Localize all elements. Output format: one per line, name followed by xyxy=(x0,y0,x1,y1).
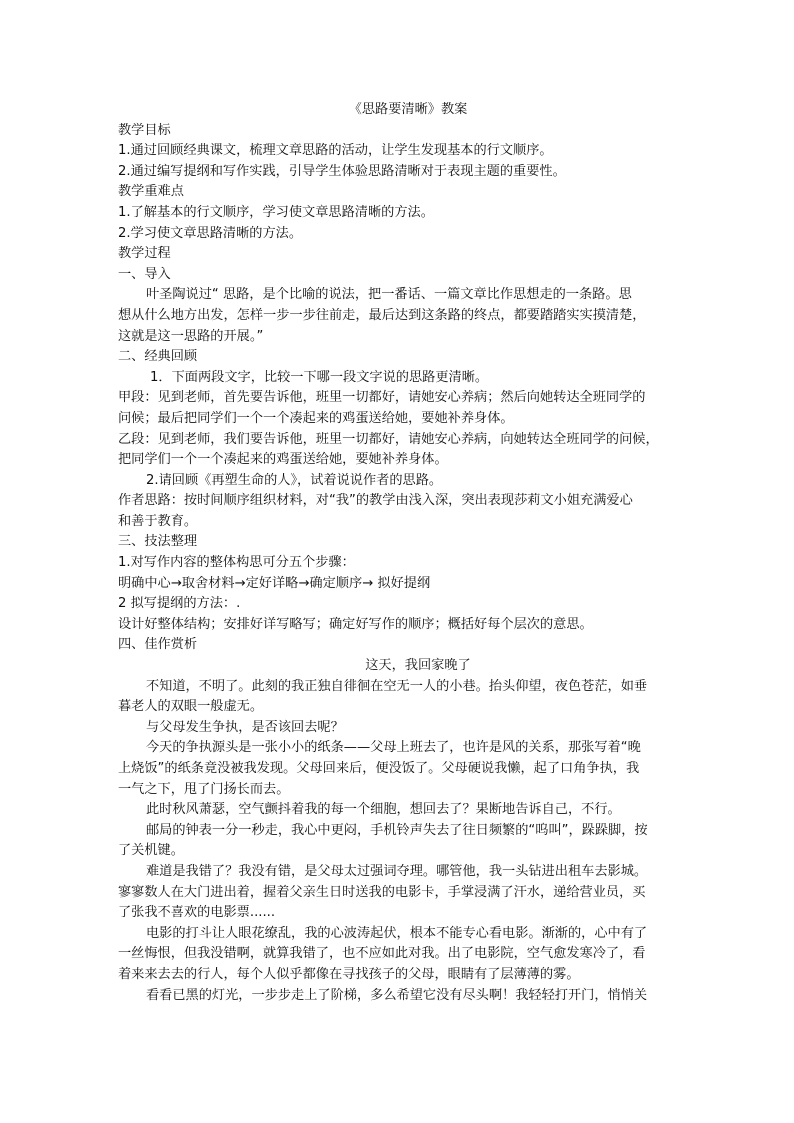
document-title: 《思路要清晰》教案 xyxy=(348,102,468,117)
essay-line: 与父母发生争执，是否该回去呢？ xyxy=(146,719,344,735)
key-point-item: 1.了解基本的行文顺序，学习使文章思路清晰的方法。 xyxy=(118,204,434,220)
goal-item: 1.通过回顾经典课文，梳理文章思路的活动，让学生发现基本的行文顺序。 xyxy=(118,143,553,159)
essay-line: 了关机键。 xyxy=(118,843,184,859)
essay-line: 不知道，不明了。此刻的我正独自徘徊在空无一人的小巷。抬头仰望，夜色苍茫，如垂 xyxy=(146,678,648,694)
essay-line: 一气之下，甩了门扬长而去。 xyxy=(118,781,290,797)
essay-line: 今天的争执源头是一张小小的纸条——父母上班去了，也许是风的关系，那张写着“晚 xyxy=(146,740,641,756)
part-heading-classic-review: 二、经典回顾 xyxy=(118,349,198,365)
intro-paragraph-line: 叶圣陶说过“ 思路，是个比喻的说法，把一番话、一篇文章比作思想走的一条路。思 xyxy=(146,287,632,303)
essay-line: 看看已黑的灯光，一步步走上了阶梯，多么希望它没有尽头啊！我轻轻打开门，悄悄关 xyxy=(146,987,648,1003)
essay-line: 上烧饭”的纸条竟没被我发现。父母回来后，便没饭了。父母硬说我懒，起了口角争执，我 xyxy=(118,761,640,776)
paragraph-yi-line: 乙段：见到老师，我们要告诉他，班里一切都好，请她安心养病，向她转达全班同学的问候， xyxy=(118,431,659,447)
lesson-plan-page xyxy=(118,100,678,1006)
essay-line: 此时秋风萧瑟，空气颤抖着我的每一个细胞，想回去了？果断地告诉自己，不行。 xyxy=(146,802,621,818)
part-heading-essay-appreciation: 四、佳作赏析 xyxy=(118,637,198,653)
question-2: 2.请回顾《再塑生命的人》，试着说说作者的思路。 xyxy=(146,472,443,488)
goal-item: 2.通过编写提纲和写作实践，引导学生体验思路清晰对于表现主题的重要性。 xyxy=(118,163,566,179)
question-1: 1．下面两段文字，比较一下哪一段文字说的思路更清晰。 xyxy=(150,369,489,385)
technique-item: 1.对写作内容的整体构思可分五个步骤： xyxy=(118,555,355,571)
essay-title: 这天，我回家晚了 xyxy=(365,658,471,674)
technique-body: 设计好整体结构；安排好详写略写；确定好写作的顺序；概括好每个层次的意思。 xyxy=(118,616,593,632)
essay-line: 暮老人的双眼一般虚无。 xyxy=(118,699,264,715)
section-heading-goals: 教学目标 xyxy=(118,122,171,138)
section-heading-key-points: 教学重难点 xyxy=(118,184,184,200)
essay-line: 寥寥数人在大门进出着，握着父亲生日时送我的电影卡，手掌浸满了汗水，递给营业员，买 xyxy=(118,884,646,900)
part-heading-techniques: 三、技法整理 xyxy=(118,534,198,550)
paragraph-jia-line: 甲段：见到老师，首先要告诉他，班里一切都好，请她安心养病；然后向她转达全班同学的 xyxy=(118,390,646,406)
essay-line: 着来来去去的行人，每个人似乎都像在寻找孩子的父母，眼睛有了层薄薄的雾。 xyxy=(118,966,580,982)
essay-line: 一丝悔恨，但我没错啊，就算我错了，也不应如此对我。出了电影院，空气愈发寒冷了，看 xyxy=(118,946,646,962)
author-thought-line: 和善于教育。 xyxy=(118,513,198,529)
essay-line: 电影的打斗让人眼花缭乱，我的心波涛起伏，根本不能专心看电影。渐渐的，心中有了 xyxy=(146,925,648,941)
writing-steps: 明确中心→取舍材料→定好详略→确定顺序→ 拟好提纲 xyxy=(118,575,431,591)
intro-paragraph-line: 想从什么地方出发，怎样一步一步往前走，最后达到这条路的终点，都要踏踏实实摸清楚， xyxy=(118,307,646,323)
intro-paragraph-line: 这就是这一思路的开展。” xyxy=(118,328,264,344)
author-thought-line: 作者思路：按时间顺序组织材料，对“我”的教学由浅入深，突出表现莎莉文小姐充满爱心 xyxy=(118,493,633,509)
section-heading-process: 教学过程 xyxy=(118,246,171,262)
essay-line: 了张我不喜欢的电影票...... xyxy=(118,905,276,921)
technique-item: 2 拟写提纲的方法：. xyxy=(118,596,241,612)
essay-line: 难道是我错了？我没有错，是父母太过强词夺理。哪管他，我一头钻进出租车去影城。 xyxy=(146,863,648,879)
part-heading-intro: 一、导入 xyxy=(118,266,171,282)
key-point-item: 2.学习使文章思路清晰的方法。 xyxy=(118,225,303,241)
paragraph-yi-line: 把同学们一个一个凑起来的鸡蛋送给她，要她补养身体。 xyxy=(118,452,448,468)
paragraph-jia-line: 问候；最后把同学们一个一个凑起来的鸡蛋送给她，要她补养身体。 xyxy=(118,410,514,426)
essay-line: 邮局的钟表一分一秒走，我心中更闷，手机铃声失去了往日频繁的“呜叫”，跺跺脚，按 xyxy=(146,822,648,838)
